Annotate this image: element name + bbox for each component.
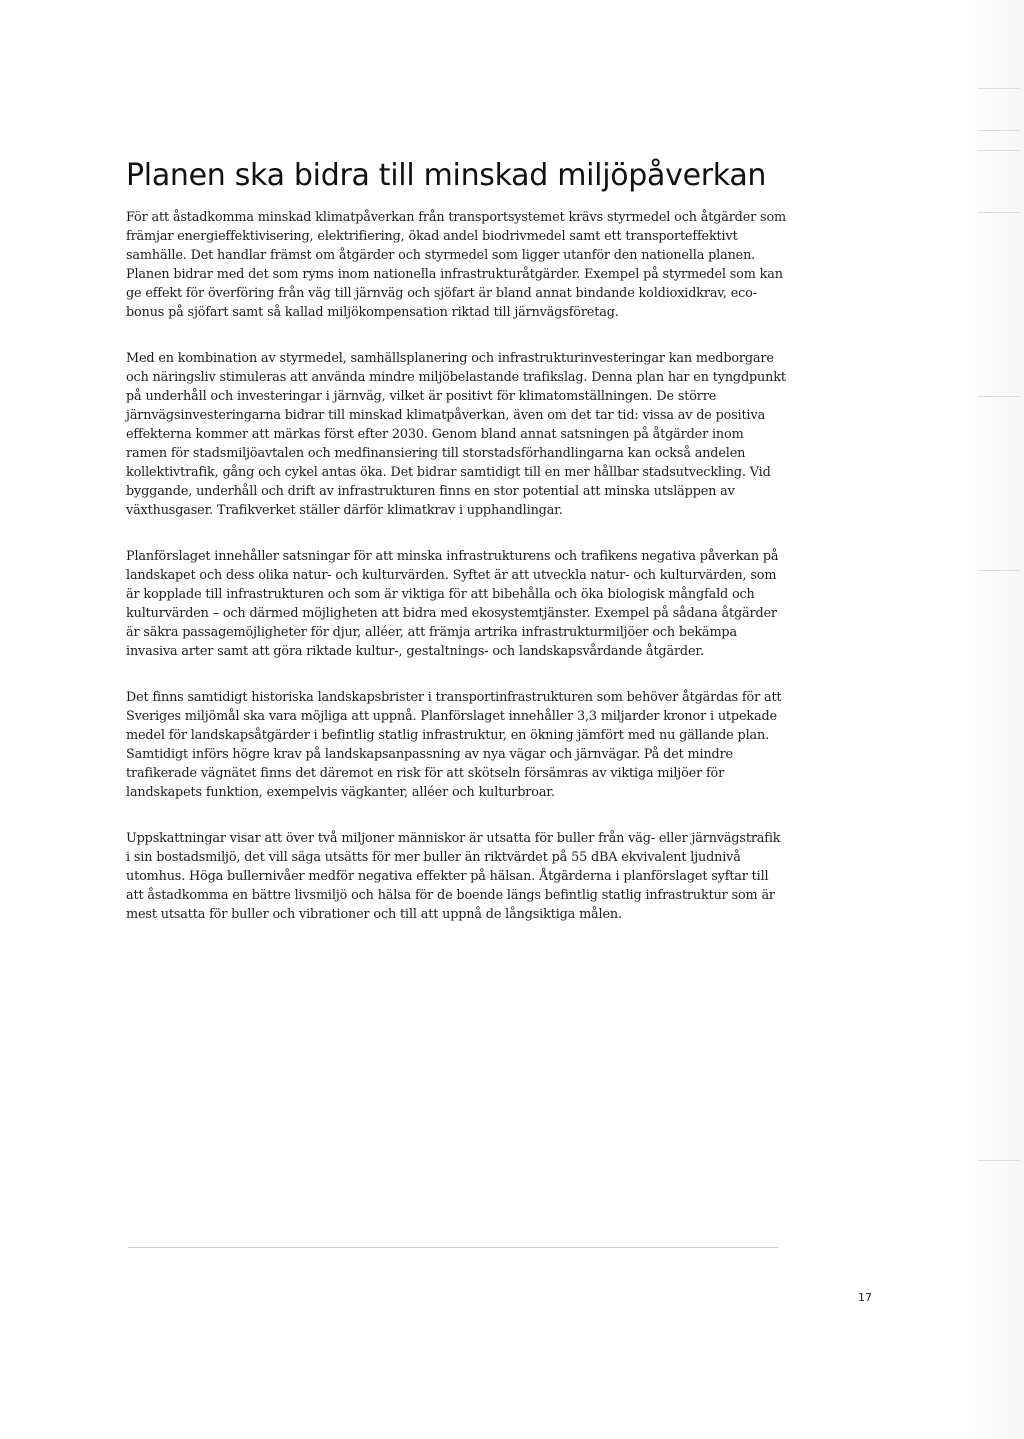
edge-mark xyxy=(978,150,1020,151)
edge-mark xyxy=(978,212,1020,213)
edge-mark xyxy=(978,130,1020,131)
paragraph-climate-measures: För att åstadkomma minskad klimatpåverkan från transportsystemet krävs styrmedel och åtgärder som främjar energieffektivisering, elektrifiering, ökad andel biodrivmedel samt ett transporteffektivt samhälle. Det handlar främst om åtgärder och styrmedel som ligger utanför den nationella planen. Planen bidrar med det som ryms inom nationella infrastrukturåtgärder. Exempel på styrmedel som kan ge effekt för överföring från väg till järnväg och sjöfart är bland annat bindande koldioxidkrav, eco-bonus på sjöfart samt så kallad miljökompensation riktad till järnvägsföretag. xyxy=(126,210,786,320)
paragraph-combination-policies: Med en kombination av styrmedel, samhällsplanering och infrastrukturinvesteringar kan medborgare och näringsliv stimuleras att använda mindre miljöbelastande trafikslag. Denna plan har en tyngdpunkt på underhåll och investeringar i järnväg, vilket är positivt för klimatomställningen. De större järnvägsinvesteringarna bidrar till minskad klimatpåverkan, även om det tar tid: vissa av de positiva effekterna kommer att märkas först efter 2030. Genom bland annat satsningen på åtgärder inom ramen för stadsmiljöavtalen och medfinansiering till storstadsförhandlingarna kan också andelen kollektivtrafik, gång och cykel antas öka. Det bidrar samtidigt till en mer hållbar stadsutveckling. Vid byggande, underhåll och drift av infrastrukturen finns en stor potential att minska utsläppen av växthusgaser. Trafikverket ställer därför klimatkrav i upphandlingar. xyxy=(126,351,786,518)
edge-mark xyxy=(978,570,1020,571)
paragraph-landscape-deficiencies: Det finns samtidigt historiska landskapsbrister i transportinfrastrukturen som behöver åtgärdas för att Sveriges miljömål ska vara möjliga att uppnå. Planförslaget innehåller 3,3 miljarder kronor i utpekade medel för landskapsåtgärder i befintlig statlig infrastruktur, en ökning jämfört med nu gällande plan. Samtidigt införs högre krav på landskapsanpassning av nya vägar och järnvägar. På det mindre trafikerade vägnätet finns det däremot en risk för att skötseln försämras av viktiga miljöer för landskapets funktion, exempelvis vägkanter, alléer och kulturbroar. xyxy=(126,690,782,800)
paragraph-noise: Uppskattningar visar att över två miljoner människor är utsatta för buller från väg- eller järnvägstrafik i sin bostadsmiljö, det vill säga utsätts för mer buller än riktvärdet på 55 dBA ekvivalent ljudnivå utomhus. Höga bullernivåer medför negativa effekter på hälsan. Åtgärderna i planförslaget syftar till att åstadkomma en bättre livsmiljö och hälsa för de boende längs befintlig statlig infrastruktur som är mest utsatta för buller och vibrationer och till att uppnå de långsiktiga målen. xyxy=(126,831,781,922)
page-heading: Planen ska bidra till minskad miljöpåverkan xyxy=(126,158,767,193)
scan-edge-marks xyxy=(974,0,1024,1439)
edge-mark xyxy=(978,88,1020,89)
edge-mark xyxy=(978,1160,1020,1161)
edge-mark xyxy=(978,396,1020,397)
paragraph-landscape-values: Planförslaget innehåller satsningar för att minska infrastrukturens och trafikens negativa påverkan på landskapet och dess olika natur- och kulturvärden. Syftet är att utveckla natur- och kulturvärden, som är kopplade till infrastrukturen och som är viktiga för att bibehålla och öka biologisk mångfald och kulturvärden – och därmed möjligheten att bidra med ekosystemtjänster. Exempel på sådana åtgärder är säkra passagemöjligheter för djur, alléer, att främja artrika infrastrukturmiljöer och bekämpa invasiva arter samt att göra riktade kultur-, gestaltnings- och landskapsvårdande åtgärder. xyxy=(126,549,779,659)
body-text xyxy=(126,208,788,951)
footer-divider xyxy=(128,1247,778,1248)
page-number: 17 xyxy=(858,1291,872,1304)
